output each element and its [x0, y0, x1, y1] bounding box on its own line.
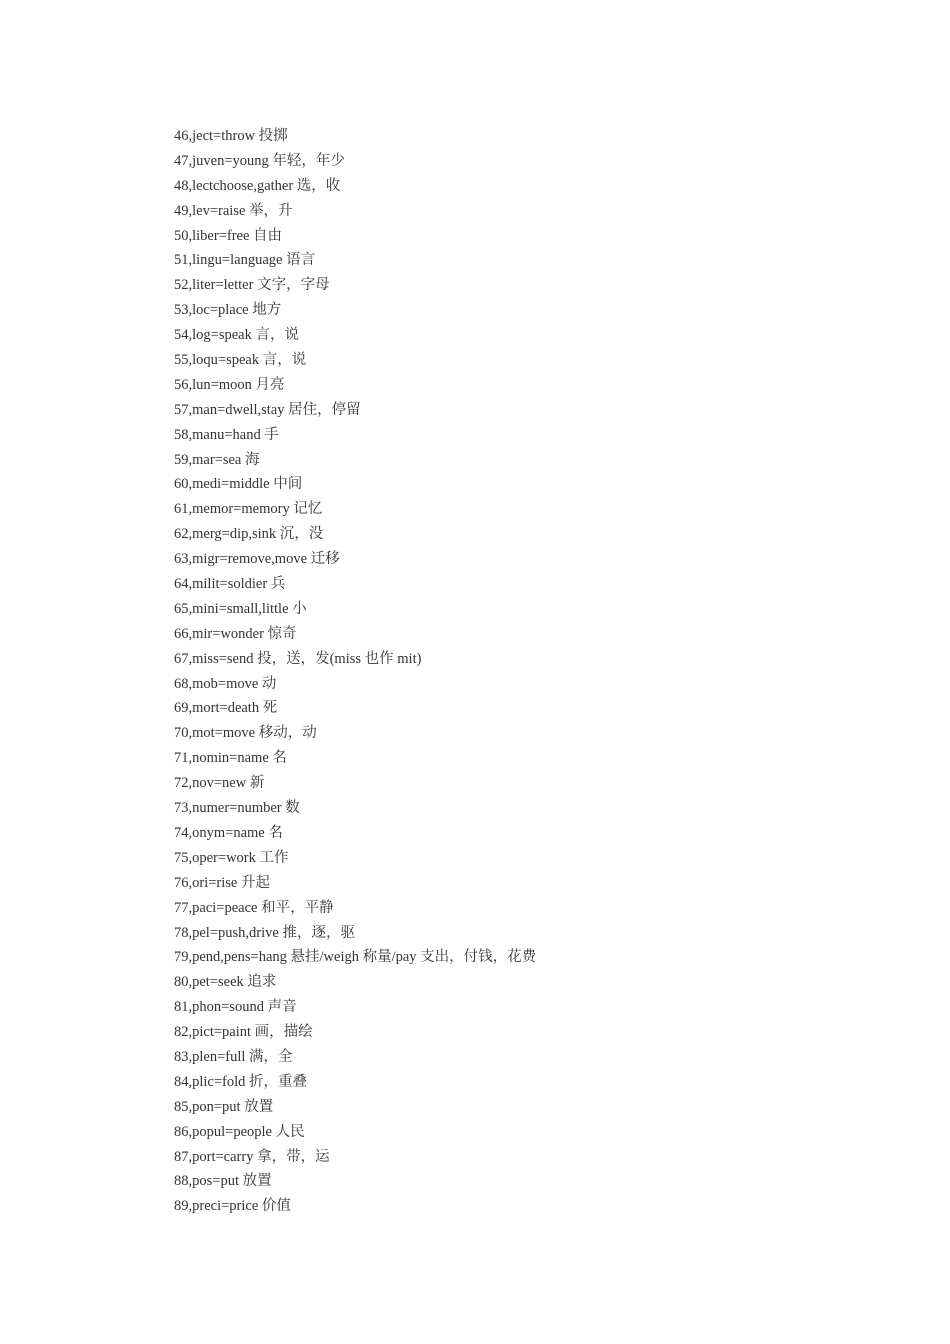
list-item: 53,loc=place 地方: [174, 302, 282, 319]
list-item: 82,pict=paint 画，描绘: [174, 1024, 313, 1041]
list-item: 68,mob=move 动: [174, 675, 277, 692]
list-item: 73,numer=number 数: [174, 800, 300, 817]
list-item: 71,nomin=name 名: [174, 750, 287, 767]
list-item: 60,medi=middle 中间: [174, 476, 303, 493]
list-item: 55,loqu=speak 言，说: [174, 352, 307, 369]
list-item: 64,milit=soldier 兵: [174, 576, 286, 593]
list-item: 63,migr=remove,move 迁移: [174, 551, 340, 568]
list-item: 59,mar=sea 海: [174, 451, 260, 468]
list-item: 58,manu=hand 手: [174, 426, 279, 443]
list-item: 47,juven=young 年轻，年少: [174, 152, 345, 169]
list-item: 83,plen=full 满，全: [174, 1048, 293, 1065]
list-item: 48,lectchoose,gather 选，收: [174, 177, 341, 194]
list-item: 85,pon=put 放置: [174, 1098, 274, 1115]
list-item: 84,plic=fold 折，重叠: [174, 1073, 308, 1090]
list-item: 69,mort=death 死: [174, 700, 278, 717]
list-item: 76,ori=rise 升起: [174, 874, 270, 891]
list-item: 66,mir=wonder 惊奇: [174, 625, 297, 642]
list-item: 70,mot=move 移动，动: [174, 725, 317, 742]
list-item: 75,oper=work 工作: [174, 849, 289, 866]
list-item: 72,nov=new 新: [174, 775, 265, 792]
list-item: 62,merg=dip,sink 沉，没: [174, 526, 324, 543]
list-item: 67,miss=send 投，送，发(miss 也作 mit): [174, 650, 422, 667]
list-item: 50,liber=free 自由: [174, 227, 283, 244]
list-item: 57,man=dwell,stay 居住，停留: [174, 401, 361, 418]
word-root-list: [174, 124, 536, 1219]
list-item: 74,onym=name 名: [174, 824, 283, 841]
list-item: 79,pend,pens=hang 悬挂/weigh 称量/pay 支出，付钱，花费: [174, 949, 537, 966]
list-item: 46,ject=throw 投掷: [174, 128, 288, 144]
list-item: 52,liter=letter 文字，字母: [174, 277, 330, 294]
list-item: 65,mini=small,little 小: [174, 600, 307, 617]
list-item: 54,log=speak 言，说: [174, 327, 299, 344]
list-item: 89,preci=price 价值: [174, 1198, 291, 1215]
list-item: 80,pet=seek 追求: [174, 974, 277, 991]
list-item: 78,pel=push,drive 推，逐，驱: [174, 924, 355, 941]
list-item: 56,lun=moon 月亮: [174, 376, 285, 393]
list-item: 61,memor=memory 记忆: [174, 501, 323, 518]
list-item: 51,lingu=language 语言: [174, 252, 316, 269]
list-item: 87,port=carry 拿，带，运: [174, 1148, 330, 1165]
list-item: 77,paci=peace 和平，平静: [174, 899, 334, 916]
list-item: 86,popul=people 人民: [174, 1123, 305, 1140]
list-item: 49,lev=raise 举，升: [174, 202, 293, 219]
list-item: 88,pos=put 放置: [174, 1173, 272, 1190]
list-item: 81,phon=sound 声音: [174, 999, 297, 1016]
